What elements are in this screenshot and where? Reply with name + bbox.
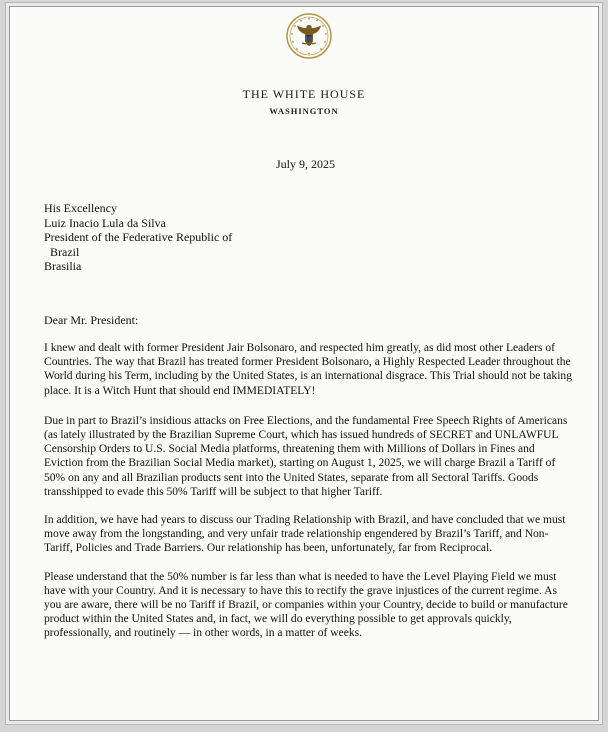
letter-body <box>44 341 574 655</box>
body-paragraph: Please understand that the 50% number is far less than what is needed to have the Level Playing Field we must have with your Country. And it is necessary to have this to rectify the grave injustices of the current regime. As you are aware, there will be no Tariff if Brazil, or companies within your Country, decide to build or manufacture product within the United States and, in fact, we will do everything possible to get approvals quickly, professionally, and routinely — in other words, in a matter of weeks. <box>44 570 568 640</box>
recipient-line: President of the Federative Republic of <box>44 230 233 244</box>
body-paragraph: I knew and dealt with former President Jair Bolsonaro, and respected him greatly, as did most other Leaders of Countries. The way that Brazil has treated former President Bolsonaro, a Highly Respected Leader throughout the World during his Term, including by the United States, is an international disgrace. This Trial should not be taking place. It is a Witch Hunt that should end IMMEDIATELY! <box>44 342 572 397</box>
recipient-line: Brasilia <box>44 259 82 273</box>
recipient-address <box>44 201 232 274</box>
recipient-line: Brazil <box>44 244 80 259</box>
letterhead-subtitle: WASHINGTON <box>269 106 339 116</box>
body-paragraph: In addition, we have had years to discuss our Trading Relationship with Brazil, and have concluded that we must move away from the longstanding, and very unfair trade relationship engendered by Brazil’s Tariff, and Non-Tariff, Policies and Trade Barriers. Our relationship has been, unfortunately, far from Reciprocal. <box>44 514 566 555</box>
letter-page <box>9 6 599 721</box>
body-paragraph: Due in part to Brazil’s insidious attacks on Free Elections, and the fundamental Free Speech Rights of Americans (as lately illustrated by the Brazilian Supreme Court, which has issued hundreds of SECRET and UNLAWFUL Censorship Orders to U.S. Social Media platforms, threatening them with Millions of Dollars in Fines and Eviction from the Brazilian Social Media market), starting on August 1, 2025, we will charge Brazil a Tariff of 50% on any and all Brazilian products sent into the United States, separate from all Sectoral Tariffs. Goods transshipped to evade this 50% Tariff will be subject to that higher Tariff. <box>44 414 568 498</box>
salutation: Dear Mr. President: <box>44 313 139 327</box>
letter-date: July 9, 2025 <box>276 157 336 171</box>
recipient-line: His Excellency <box>44 201 117 215</box>
presidential-seal-icon <box>286 13 332 59</box>
letterhead-title: THE WHITE HOUSE <box>242 87 366 101</box>
recipient-line: Luiz Inacio Lula da Silva <box>44 215 166 230</box>
